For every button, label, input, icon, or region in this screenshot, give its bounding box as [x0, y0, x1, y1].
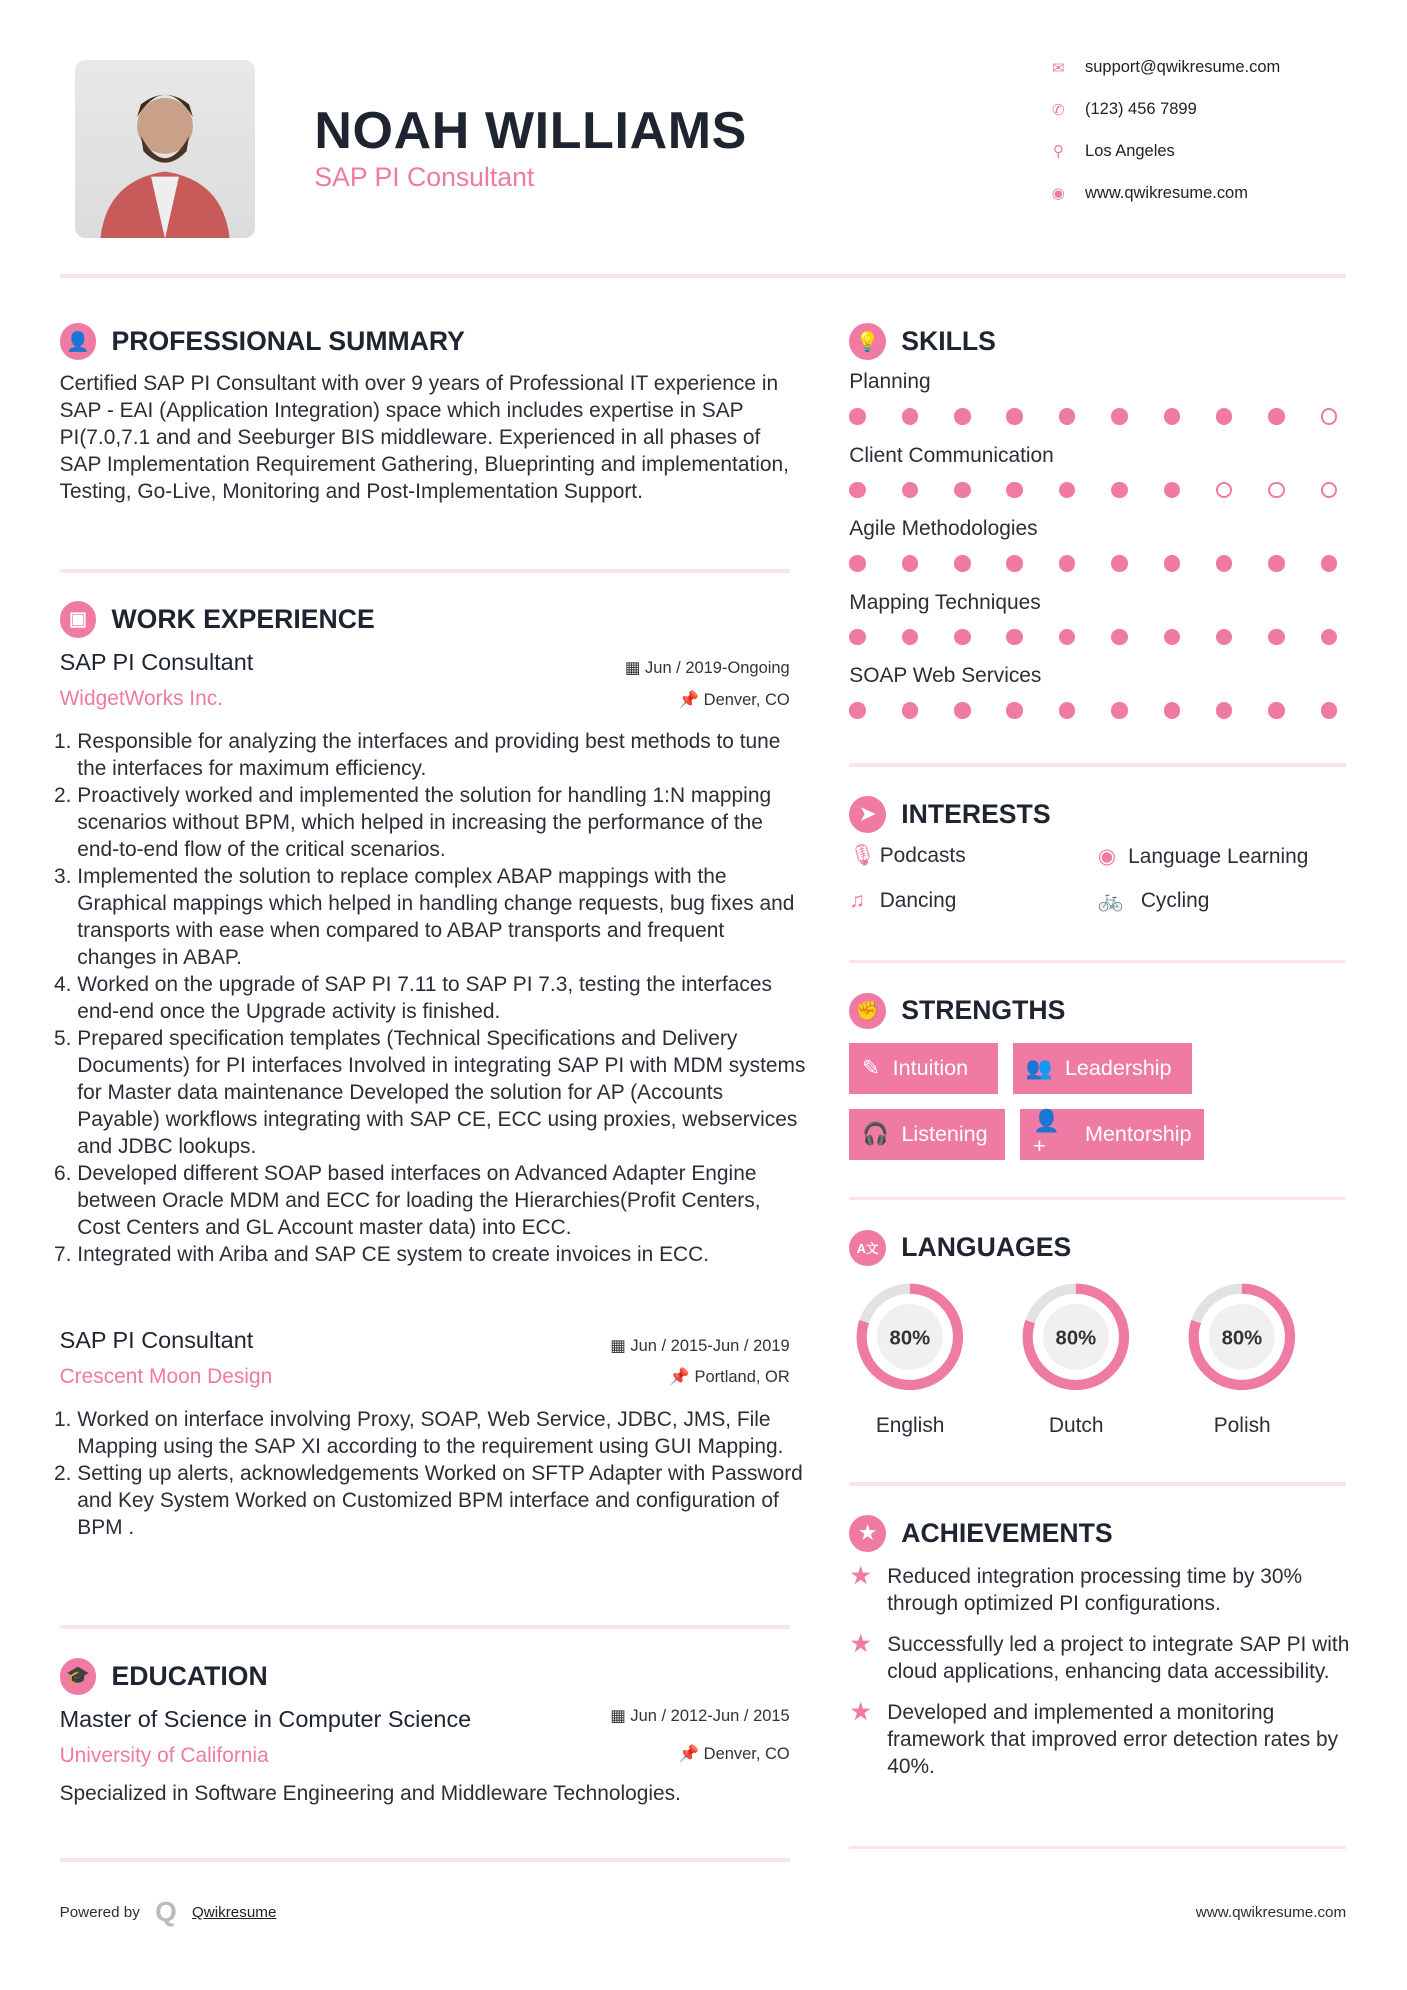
- rating-dot-filled: [902, 555, 918, 571]
- rating-dot-filled: [954, 408, 970, 424]
- calendar-icon: ▦: [610, 1707, 631, 1726]
- user-plus-icon: 👤+: [1033, 1109, 1060, 1159]
- list-item: 1. Worked on interface involving Proxy, SOAP, Web Service, JDBC, JMS, File Mapping using the SAP XI according to the requirement using GUI Mapping.: [77, 1406, 807, 1460]
- shooting-star-icon: ★: [849, 1629, 873, 1658]
- rating-dot-filled: [1216, 702, 1232, 718]
- pin-icon: 📌: [678, 690, 704, 709]
- skill-name: Client Communication: [849, 443, 1054, 467]
- divider: [849, 960, 1346, 964]
- education-heading: [60, 1658, 268, 1695]
- edu-location: [679, 1745, 790, 1764]
- qwikresume-link[interactable]: Qwikresume: [191, 1903, 277, 1921]
- phone-icon: ✆: [1052, 101, 1065, 119]
- candidate-title: SAP PI Consultant: [314, 162, 535, 193]
- rating-dot-filled: [902, 482, 918, 498]
- interest-podcasts: [849, 844, 965, 868]
- rating-dot-filled: [849, 702, 865, 718]
- shooting-star-icon: ★: [849, 1561, 873, 1590]
- rating-dot-filled: [1216, 555, 1232, 571]
- pin-icon: 📌: [669, 1367, 695, 1386]
- skill-rating: [849, 702, 1337, 718]
- achievement-item: [849, 1563, 1350, 1617]
- strength-label: Listening: [901, 1121, 988, 1146]
- rating-dot-empty: [1268, 482, 1284, 498]
- language-name: Dutch: [1048, 1414, 1104, 1438]
- skills-heading-text: SKILLS: [901, 326, 996, 357]
- interests-heading: [849, 796, 1050, 833]
- job-date: [610, 1336, 789, 1356]
- calendar-icon: ▦: [624, 658, 646, 677]
- rating-dot-filled: [1006, 629, 1022, 645]
- achievement-item: [849, 1699, 1350, 1780]
- strength-tag: [1020, 1109, 1204, 1160]
- rating-dot-filled: [954, 482, 970, 498]
- divider: [60, 1625, 790, 1629]
- envelope-icon: ✉: [1052, 59, 1065, 77]
- translate-icon: A文: [849, 1230, 886, 1267]
- strength-tag: [849, 1043, 997, 1094]
- rating-dot-filled: [849, 629, 865, 645]
- rating-dot-filled: [1268, 408, 1284, 424]
- skill-name: Planning: [849, 370, 931, 394]
- languages-list: [849, 1276, 1303, 1438]
- rating-dot-filled: [1059, 702, 1075, 718]
- bicycle-icon: 🚲: [1097, 888, 1124, 912]
- interest-cycling: [1098, 889, 1210, 913]
- contact-phone: [1050, 100, 1197, 119]
- job-company: Crescent Moon Design: [59, 1365, 273, 1389]
- list-item: 7. Integrated with Ariba and SAP CE system to create invoices in ECC.: [77, 1241, 807, 1268]
- job-company: WidgetWorks Inc.: [59, 687, 223, 711]
- rating-dot-filled: [1164, 555, 1180, 571]
- lightbulb-icon: 💡: [849, 323, 886, 360]
- music-icon: ♫: [849, 888, 865, 912]
- header-divider: [60, 274, 1347, 278]
- work-heading: [60, 601, 375, 638]
- headphones-icon: 🎧: [861, 1121, 889, 1146]
- education-heading-text: EDUCATION: [111, 1660, 268, 1691]
- achievement-text: Developed and implemented a monitoring framework that improved error detection rates by 40%.: [887, 1700, 1339, 1778]
- strength-tag: [849, 1109, 1005, 1160]
- rating-dot-filled: [902, 702, 918, 718]
- achievement-text: Successfully led a project to integrate SAP PI with cloud applications, enhancing data accessibility.: [887, 1632, 1350, 1683]
- strength-label: Intuition: [892, 1056, 969, 1081]
- language-percent: 80%: [1221, 1327, 1263, 1350]
- list-item: 3. Implemented the solution to replace complex ABAP mappings with the Graphical mappings which helped in handling change requests, bug fixes and transports with ease when compared to ABAP transports and frequent changes in ABAP.: [77, 863, 807, 971]
- skills-heading: [849, 323, 996, 360]
- graduate-icon: 🎓: [60, 1658, 97, 1695]
- contact-website[interactable]: [1050, 184, 1248, 203]
- footer-powered: [60, 1896, 277, 1928]
- rating-dot-filled: [1164, 702, 1180, 718]
- achievements-heading: [849, 1515, 1112, 1552]
- language-percent: 80%: [1055, 1327, 1097, 1350]
- skill-item: [849, 517, 1346, 591]
- achievements-list: [849, 1563, 1350, 1780]
- job-bullets: [60, 1406, 808, 1541]
- language-name: English: [875, 1414, 945, 1438]
- skill-item: [849, 370, 1346, 444]
- achievement-text: Reduced integration processing time by 30% through optimized PI configurations.: [887, 1564, 1303, 1615]
- achievements-heading-text: ACHIEVEMENTS: [901, 1517, 1113, 1548]
- rating-dot-filled: [1164, 482, 1180, 498]
- rating-dot-filled: [1268, 555, 1284, 571]
- language-item: [1015, 1276, 1137, 1438]
- rating-dot-filled: [1111, 702, 1127, 718]
- rating-dot-filled: [1268, 702, 1284, 718]
- fist-icon: ✊: [849, 993, 886, 1030]
- rating-dot-empty: [1321, 408, 1337, 424]
- skill-rating: [849, 629, 1337, 645]
- contact-location: [1050, 142, 1175, 161]
- languages-heading: [849, 1230, 1071, 1267]
- rating-dot-filled: [1059, 408, 1075, 424]
- powered-by-text: Powered by: [59, 1903, 140, 1921]
- summary-text: Certified SAP PI Consultant with over 9 years of Professional IT experience in SAP - EAI (Application Integration) space which includes expertise in SAP PI(7.0,7.1 and and Seeburger BIS middleware. Experienced in all phases of SAP Implementation Requirement Gathering, Blueprinting and implementation, Testing, Go-Live, Monitoring and Post-Implementation Support.: [59, 372, 789, 504]
- list-item: 6. Developed different SOAP based interfaces on Advanced Adapter Engine between Oracle MDM and ECC for loading the Hierarchies(Profit Centers, Cost Centers and GL Account master data) into ECC.: [77, 1160, 807, 1241]
- paper-plane-icon: ➤: [849, 796, 886, 833]
- skills-list: [849, 370, 1346, 738]
- rating-dot-filled: [954, 702, 970, 718]
- language-item: [849, 1276, 971, 1438]
- degree: Master of Science in Computer Science: [59, 1706, 472, 1733]
- rating-dot-filled: [1059, 482, 1075, 498]
- rating-dot-filled: [1059, 555, 1075, 571]
- list-item: 1. Responsible for analyzing the interfaces and providing best methods to tune the interfaces for maximum efficiency.: [77, 728, 807, 782]
- rating-dot-filled: [1111, 482, 1127, 498]
- strengths-heading-text: STRENGTHS: [901, 995, 1066, 1026]
- star-badge-icon: ★: [849, 1515, 886, 1552]
- strength-label: Mentorship: [1085, 1121, 1192, 1146]
- interest-label: Podcasts: [879, 844, 966, 868]
- website-text: www.qwikresume.com: [1085, 183, 1248, 202]
- pin-icon: 📌: [678, 1745, 704, 1764]
- divider: [60, 1858, 790, 1862]
- rating-dot-filled: [1059, 629, 1075, 645]
- job-title: SAP PI Consultant: [59, 649, 254, 675]
- rating-dot-filled: [1216, 629, 1232, 645]
- edu-date: [610, 1706, 789, 1726]
- divider: [60, 569, 790, 573]
- edu-date-text: Jun / 2012-Jun / 2015: [630, 1707, 790, 1726]
- divider: [849, 1846, 1346, 1850]
- job-date-text: Jun / 2015-Jun / 2019: [630, 1337, 790, 1356]
- skill-rating: [849, 408, 1337, 424]
- rating-dot-empty: [1216, 482, 1232, 498]
- interest-language-learning: [1098, 844, 1309, 869]
- skill-name: Agile Methodologies: [849, 517, 1038, 541]
- rating-dot-filled: [1268, 629, 1284, 645]
- job-date: [625, 658, 790, 678]
- skill-rating: [849, 555, 1337, 571]
- job-location-text: Portland, OR: [694, 1367, 790, 1386]
- skill-item: [849, 664, 1346, 738]
- rating-dot-filled: [1006, 482, 1022, 498]
- map-pin-icon: ⚲: [1052, 143, 1064, 161]
- rating-dot-filled: [954, 629, 970, 645]
- rating-dot-filled: [1006, 555, 1022, 571]
- edu-location-text: Denver, CO: [703, 1745, 790, 1764]
- language-progress-ring: [1015, 1276, 1137, 1398]
- language-item: [1181, 1276, 1303, 1438]
- job-bullets: [60, 728, 808, 1268]
- rating-dot-filled: [1321, 629, 1337, 645]
- job-location: [669, 1368, 789, 1387]
- skill-rating: [849, 482, 1337, 498]
- globe-icon: ◉: [1097, 845, 1116, 869]
- globe-icon: ◉: [1051, 185, 1066, 203]
- language-progress-ring: [1181, 1276, 1303, 1398]
- edu-description: Specialized in Software Engineering and Middleware Technologies.: [59, 1781, 681, 1805]
- rating-dot-filled: [849, 408, 865, 424]
- school: University of California: [59, 1744, 269, 1768]
- languages-heading-text: LANGUAGES: [901, 1232, 1072, 1263]
- qwikresume-logo-icon: Q: [155, 1896, 177, 1928]
- skill-item: [849, 444, 1346, 518]
- summary-heading-text: PROFESSIONAL SUMMARY: [111, 326, 465, 357]
- achievement-item: [849, 1631, 1350, 1685]
- rating-dot-filled: [1111, 408, 1127, 424]
- rating-dot-empty: [1321, 482, 1337, 498]
- rating-dot-filled: [1216, 408, 1232, 424]
- rating-dot-filled: [1164, 629, 1180, 645]
- footer-url[interactable]: www.qwikresume.com: [1195, 1903, 1347, 1921]
- phone-text: (123) 456 7899: [1085, 100, 1197, 119]
- summary-heading: [60, 323, 465, 360]
- rating-dot-filled: [1006, 702, 1022, 718]
- job-location: [679, 691, 790, 710]
- email-text: support@qwikresume.com: [1085, 58, 1281, 77]
- list-item: 5. Prepared specification templates (Technical Specifications and Delivery Documents) for PI interfaces Involved in integrating SAP PI with MDM systems for Master data maintenance Developed the solution for AP (Accounts Payable) workflows integrating with SAP CE, ECC using proxies, webservices and JDBC lookups.: [77, 1025, 807, 1160]
- profile-photo: [75, 60, 255, 239]
- job-title: SAP PI Consultant: [59, 1327, 254, 1354]
- language-percent: 80%: [889, 1327, 931, 1350]
- rating-dot-filled: [1321, 702, 1337, 718]
- list-item: 2. Proactively worked and implemented the solution for handling 1:N mapping scenarios without BPM, which helped in increasing the performance of the end-to-end flow of the critical scenarios.: [77, 782, 807, 863]
- location-text: Los Angeles: [1085, 141, 1175, 160]
- job-location-text: Denver, CO: [703, 690, 790, 709]
- divider: [849, 1482, 1346, 1486]
- rating-dot-filled: [902, 408, 918, 424]
- interests-heading-text: INTERESTS: [901, 798, 1051, 829]
- user-icon: 👤: [60, 323, 97, 360]
- skill-name: SOAP Web Services: [849, 664, 1042, 688]
- rating-dot-filled: [849, 555, 865, 571]
- list-item: 2. Setting up alerts, acknowledgements Worked on SFTP Adapter with Password and Key System Worked on Customized BPM interface and configuration of BPM .: [77, 1460, 807, 1541]
- interest-label: Dancing: [879, 888, 957, 912]
- users-icon: 👥: [1025, 1056, 1053, 1081]
- shooting-star-icon: ★: [849, 1697, 873, 1726]
- rating-dot-filled: [1006, 408, 1022, 424]
- calendar-icon: ▦: [610, 1337, 631, 1356]
- strengths-heading: [849, 993, 1065, 1030]
- rating-dot-filled: [902, 629, 918, 645]
- strength-tag: [1013, 1043, 1192, 1094]
- divider: [849, 1197, 1346, 1201]
- language-name: Polish: [1213, 1414, 1271, 1438]
- rating-dot-filled: [1164, 408, 1180, 424]
- microphone-icon: 🎙: [849, 844, 876, 868]
- divider: [849, 763, 1346, 767]
- interest-label: Cycling: [1140, 888, 1210, 912]
- rating-dot-filled: [1321, 555, 1337, 571]
- job-date-text: Jun / 2019-Ongoing: [645, 658, 790, 677]
- skill-name: Mapping Techniques: [849, 590, 1041, 614]
- rating-dot-filled: [849, 482, 865, 498]
- contact-email[interactable]: [1050, 58, 1281, 77]
- candidate-name: NOAH WILLIAMS: [314, 102, 747, 161]
- briefcase-icon: ▣: [60, 601, 97, 638]
- rating-dot-filled: [954, 555, 970, 571]
- strength-label: Leadership: [1064, 1056, 1172, 1081]
- rating-dot-filled: [1111, 629, 1127, 645]
- language-progress-ring: [849, 1276, 971, 1398]
- interest-dancing: [849, 889, 956, 913]
- interest-label: Language Learning: [1128, 844, 1309, 868]
- magic-wand-icon: ✎: [861, 1056, 880, 1081]
- rating-dot-filled: [1111, 555, 1127, 571]
- work-heading-text: WORK EXPERIENCE: [111, 603, 375, 634]
- skill-item: [849, 591, 1346, 665]
- list-item: 4. Worked on the upgrade of SAP PI 7.11 to SAP PI 7.3, testing the interfaces end-end once the Upgrade activity is finished.: [77, 971, 807, 1025]
